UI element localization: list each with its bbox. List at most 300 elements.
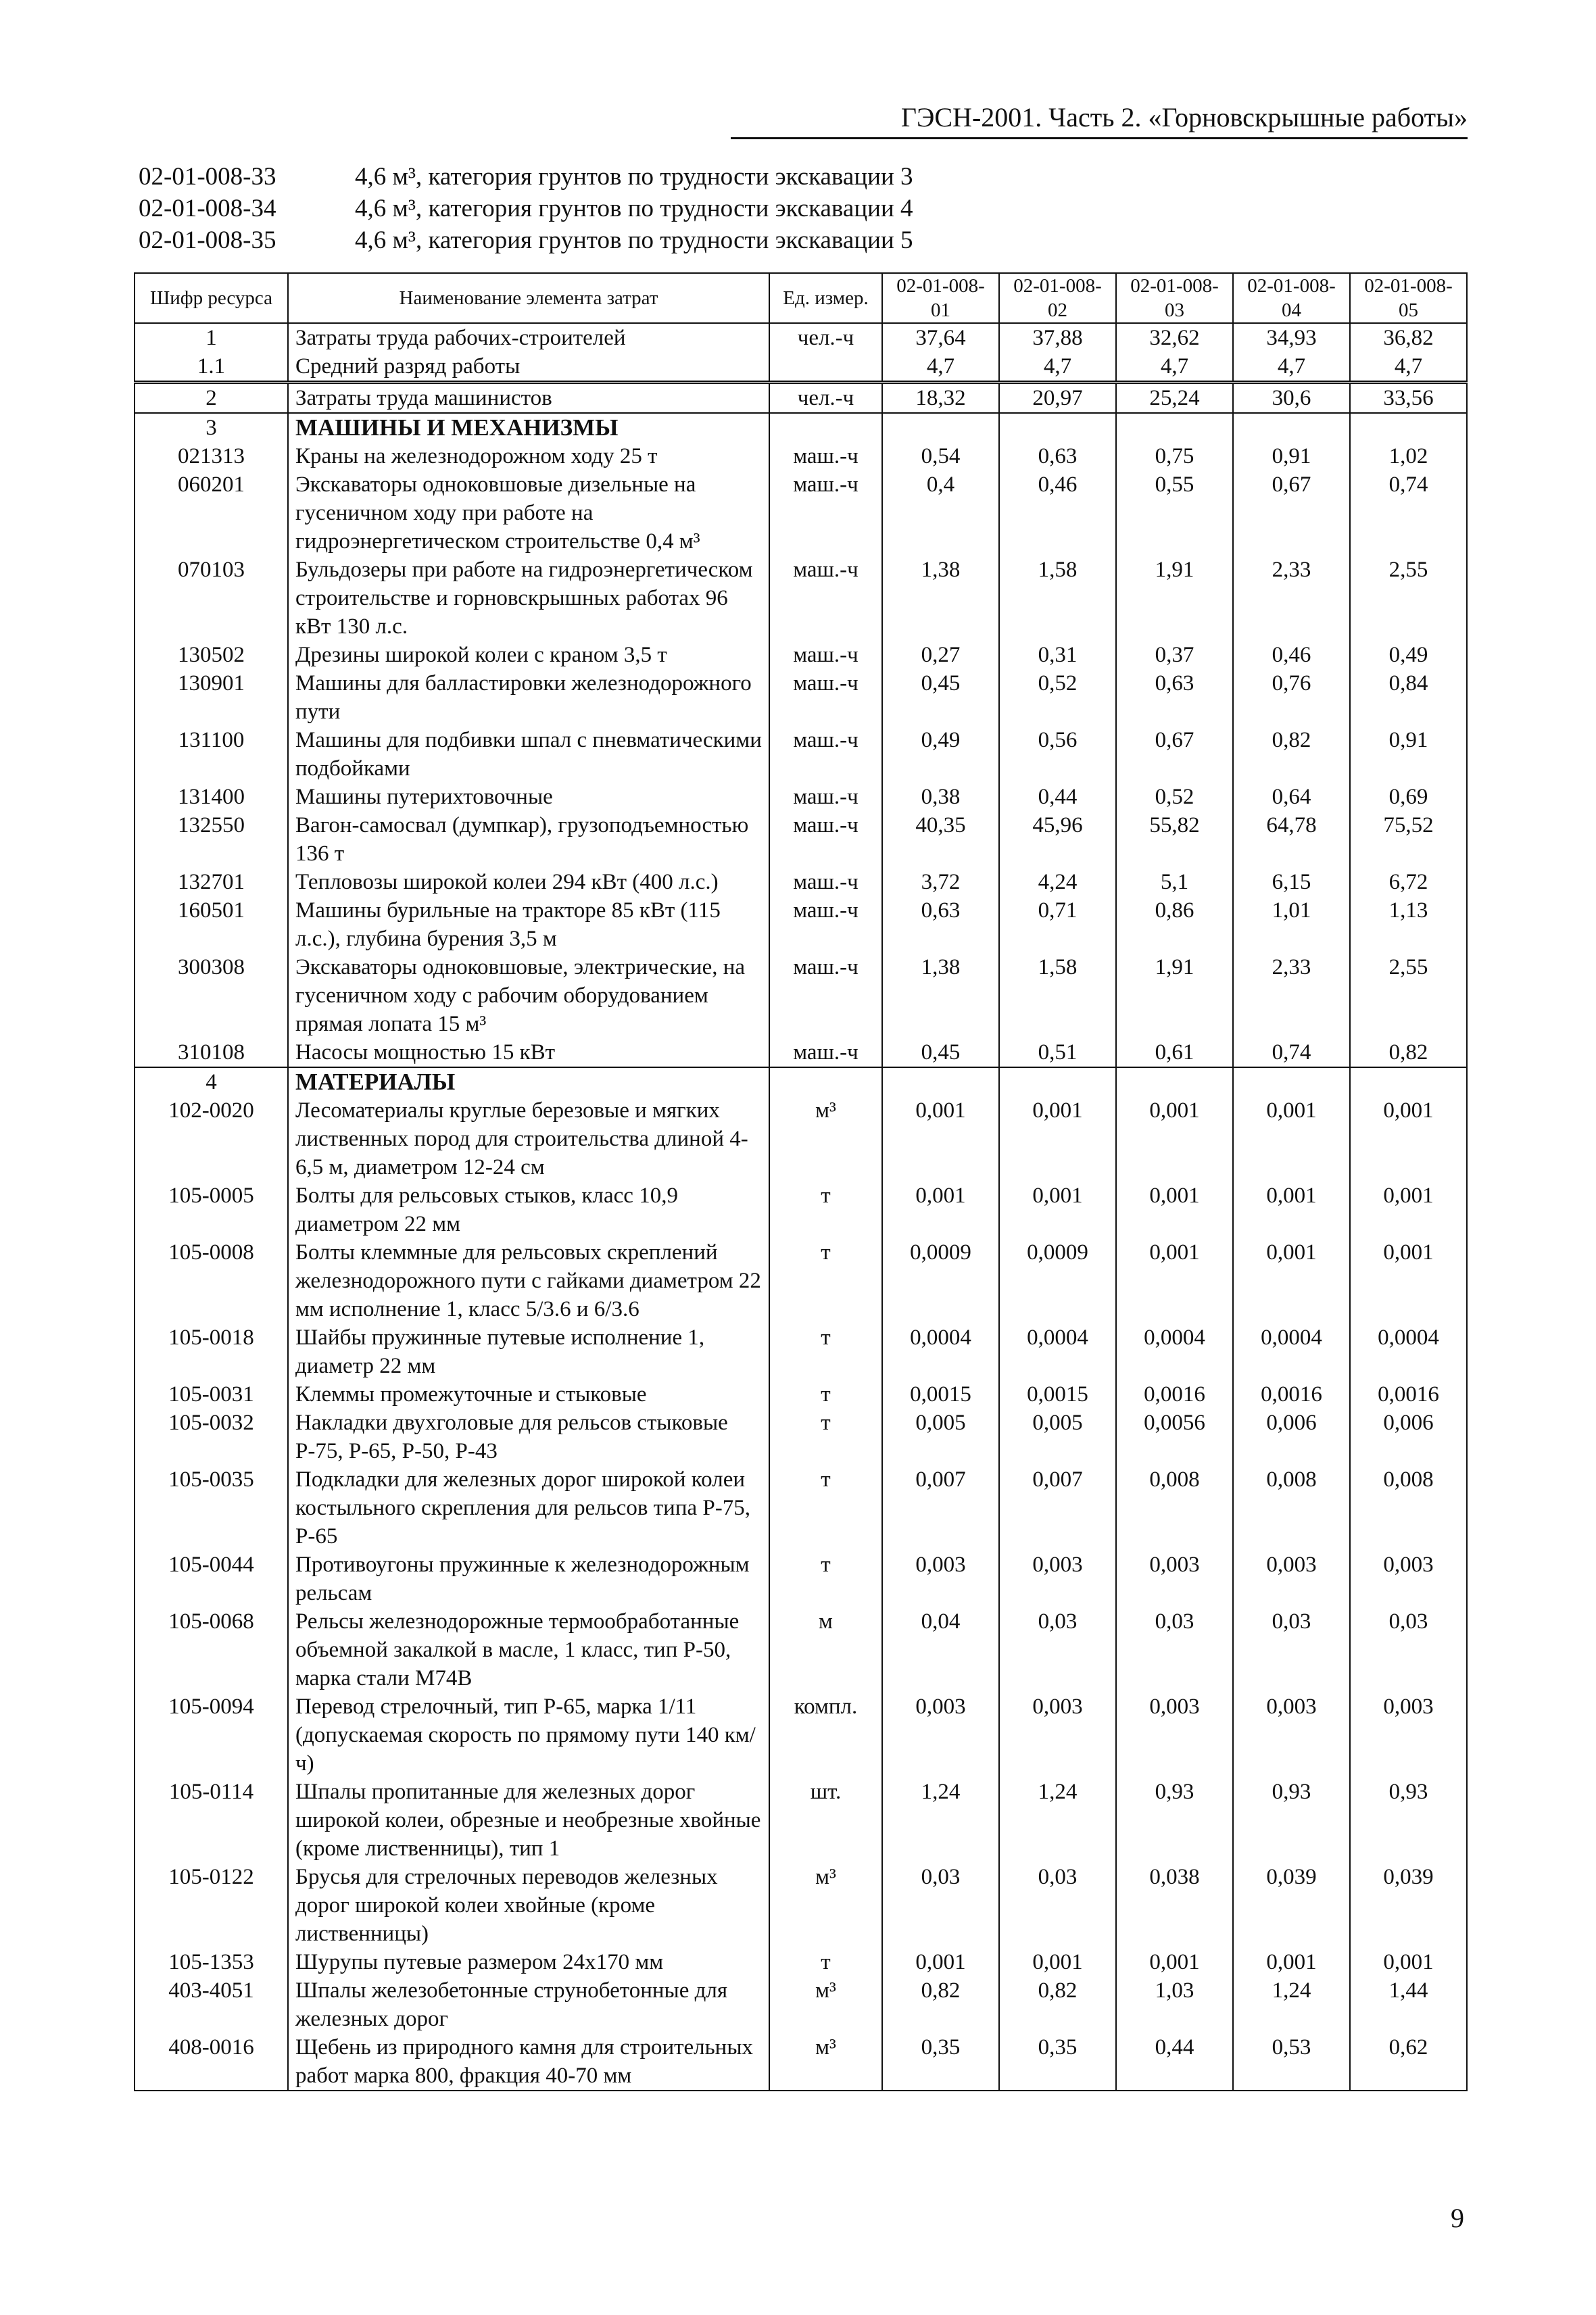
cost-element-name-cell: Средний разряд работы [288, 352, 769, 383]
unit-cell: маш.-ч [769, 868, 882, 896]
value-cell: 0,93 [1233, 1778, 1350, 1863]
value-cell: 0,003 [882, 1692, 999, 1778]
value-cell: 0,0004 [1350, 1323, 1467, 1380]
value-cell: 0,53 [1233, 2033, 1350, 2091]
value-cell: 0,52 [999, 669, 1116, 726]
value-cell: 1,44 [1350, 1976, 1467, 2033]
cost-element-name-cell: Щебень из природного камня для строительных работ марка 800, фракция 40-70 мм [288, 2033, 769, 2091]
value-cell: 0,003 [1350, 1692, 1467, 1778]
unit-cell: чел.-ч [769, 383, 882, 414]
value-cell: 6,72 [1350, 868, 1467, 896]
value-cell: 0,003 [882, 1551, 999, 1607]
unit-cell: маш.-ч [769, 442, 882, 470]
unit-cell: маш.-ч [769, 641, 882, 669]
value-cell: 20,97 [999, 383, 1116, 414]
value-cell: 40,35 [882, 811, 999, 868]
value-cell: 64,78 [1233, 811, 1350, 868]
value-cell: 0,46 [999, 470, 1116, 556]
value-cell: 0,0015 [999, 1380, 1116, 1409]
value-cell: 0,03 [999, 1607, 1116, 1692]
value-cell: 0,45 [882, 669, 999, 726]
value-cell: 0,001 [882, 1096, 999, 1181]
unit-cell: т [769, 1181, 882, 1238]
value-cell: 34,93 [1233, 323, 1350, 352]
value-cell: 1,02 [1350, 442, 1467, 470]
table-row [135, 383, 1467, 414]
value-cell: 0,03 [1233, 1607, 1350, 1692]
unit-cell: т [769, 1551, 882, 1607]
norm-code: 02-01-008-33 [139, 163, 276, 191]
table-row [135, 811, 1467, 868]
value-cell: 0,71 [999, 896, 1116, 953]
cost-element-name-cell: Болты клеммные для рельсовых скреплений железнодорожного пути с гайками диаметром 22 мм исполнение 1, класс 5/3.6 и 6/3.6 [288, 1238, 769, 1323]
value-cell: 0,86 [1116, 896, 1233, 953]
value-cell: 0,63 [882, 896, 999, 953]
resource-code-cell: 130502 [135, 641, 288, 669]
value-cell: 0,46 [1233, 641, 1350, 669]
value-cell: 0,005 [999, 1409, 1116, 1465]
resource-code-cell: 105-0032 [135, 1409, 288, 1465]
code-list-item [139, 161, 913, 193]
unit-cell: м³ [769, 1096, 882, 1181]
value-cell: 1,13 [1350, 896, 1467, 953]
section-heading-cell: МАТЕРИАЛЫ [288, 1067, 769, 1096]
value-cell: 0,84 [1350, 669, 1467, 726]
cost-element-name-cell: Клеммы промежуточные и стыковые [288, 1380, 769, 1409]
resource-code-cell: 105-0005 [135, 1181, 288, 1238]
table-row [135, 1323, 1467, 1380]
value-cell: 0,03 [999, 1863, 1116, 1948]
table-row [135, 1038, 1467, 1067]
table-row [135, 556, 1467, 641]
norm-code: 02-01-008-34 [139, 195, 276, 222]
value-cell: 0,001 [999, 1096, 1116, 1181]
value-cell: 1,01 [1233, 896, 1350, 953]
value-cell: 30,6 [1233, 383, 1350, 414]
resource-code-cell: 070103 [135, 556, 288, 641]
table-row [135, 1778, 1467, 1863]
cost-element-name-cell: Тепловозы широкой колеи 294 кВт (400 л.с.) [288, 868, 769, 896]
table-row [135, 352, 1467, 383]
value-cell: 0,35 [999, 2033, 1116, 2091]
value-cell: 0,51 [999, 1038, 1116, 1067]
unit-cell: маш.-ч [769, 896, 882, 953]
value-cell: 0,0004 [882, 1323, 999, 1380]
unit-cell [769, 352, 882, 383]
value-cell: 1,24 [1233, 1976, 1350, 2033]
column-header: 02-01-008-01 [882, 273, 999, 323]
value-cell: 1,58 [999, 556, 1116, 641]
value-cell: 1,03 [1116, 1976, 1233, 2033]
value-cell: 0,31 [999, 641, 1116, 669]
value-cell: 0,03 [1350, 1607, 1467, 1692]
value-cell: 0,44 [999, 783, 1116, 811]
unit-cell: т [769, 1948, 882, 1976]
resource-code-cell: 105-0044 [135, 1551, 288, 1607]
value-cell: 0,001 [1233, 1238, 1350, 1323]
unit-cell: м [769, 1607, 882, 1692]
value-cell [1116, 413, 1233, 442]
value-cell: 0,55 [1116, 470, 1233, 556]
unit-cell: т [769, 1465, 882, 1551]
table-row [135, 1692, 1467, 1778]
value-cell: 0,001 [882, 1181, 999, 1238]
value-cell: 0,35 [882, 2033, 999, 2091]
value-cell: 0,001 [999, 1948, 1116, 1976]
value-cell: 0,001 [1116, 1238, 1233, 1323]
unit-cell: маш.-ч [769, 556, 882, 641]
value-cell: 0,001 [1233, 1096, 1350, 1181]
value-cell: 0,003 [999, 1692, 1116, 1778]
value-cell: 0,44 [1116, 2033, 1233, 2091]
unit-cell: маш.-ч [769, 811, 882, 868]
value-cell: 45,96 [999, 811, 1116, 868]
value-cell: 18,32 [882, 383, 999, 414]
unit-cell: м³ [769, 1976, 882, 2033]
value-cell: 0,61 [1116, 1038, 1233, 1067]
value-cell: 37,88 [999, 323, 1116, 352]
table-row [135, 1948, 1467, 1976]
table-row [135, 669, 1467, 726]
cost-element-name-cell: Краны на железнодорожном ходу 25 т [288, 442, 769, 470]
column-header: Шифр ресурса [135, 273, 288, 323]
unit-cell: шт. [769, 1778, 882, 1863]
value-cell: 2,33 [1233, 556, 1350, 641]
value-cell: 0,75 [1116, 442, 1233, 470]
value-cell: 33,56 [1350, 383, 1467, 414]
value-cell: 0,003 [1350, 1551, 1467, 1607]
value-cell: 0,006 [1350, 1409, 1467, 1465]
table-row [135, 1409, 1467, 1465]
resource-code-cell: 105-0122 [135, 1863, 288, 1948]
column-header: 02-01-008-04 [1233, 273, 1350, 323]
table-row [135, 1976, 1467, 2033]
value-cell [1233, 1067, 1350, 1096]
value-cell: 0,38 [882, 783, 999, 811]
cost-element-name-cell: Подкладки для железных дорог широкой колеи костыльного скрепления для рельсов типа Р-75, Р-65 [288, 1465, 769, 1551]
value-cell [1116, 1067, 1233, 1096]
value-cell: 0,001 [1233, 1181, 1350, 1238]
norm-description: 4,6 м³, категория грунтов по трудности экскавации 5 [355, 226, 913, 254]
value-cell: 0,001 [1350, 1948, 1467, 1976]
value-cell: 2,55 [1350, 953, 1467, 1038]
value-cell: 0,001 [1350, 1096, 1467, 1181]
value-cell: 0,003 [999, 1551, 1116, 1607]
value-cell: 0,0016 [1116, 1380, 1233, 1409]
table-row [135, 470, 1467, 556]
value-cell: 0,0016 [1233, 1380, 1350, 1409]
value-cell: 0,0056 [1116, 1409, 1233, 1465]
cost-element-name-cell: Шурупы путевые размером 24х170 мм [288, 1948, 769, 1976]
value-cell: 0,4 [882, 470, 999, 556]
resource-code-cell: 102-0020 [135, 1096, 288, 1181]
table-row [135, 1465, 1467, 1551]
value-cell: 2,33 [1233, 953, 1350, 1038]
table-row [135, 868, 1467, 896]
value-cell: 0,74 [1233, 1038, 1350, 1067]
table-row [135, 323, 1467, 352]
resource-code-cell: 160501 [135, 896, 288, 953]
cost-element-name-cell: Затраты труда рабочих-строителей [288, 323, 769, 352]
column-header: 02-01-008-03 [1116, 273, 1233, 323]
value-cell: 0,0015 [882, 1380, 999, 1409]
table-row [135, 1181, 1467, 1238]
resource-code-cell: 130901 [135, 669, 288, 726]
cost-element-name-cell: Экскаваторы одноковшовые дизельные на гусеничном ходу при работе на гидроэнергетическом строительстве 0,4 м³ [288, 470, 769, 556]
resource-code-cell: 021313 [135, 442, 288, 470]
value-cell: 0,67 [1116, 726, 1233, 783]
section-heading-cell: МАШИНЫ И МЕХАНИЗМЫ [288, 413, 769, 442]
table-row [135, 442, 1467, 470]
value-cell: 0,62 [1350, 2033, 1467, 2091]
resource-code-cell: 105-0031 [135, 1380, 288, 1409]
resource-code-cell: 105-0018 [135, 1323, 288, 1380]
unit-cell: компл. [769, 1692, 882, 1778]
value-cell [882, 413, 999, 442]
page-header: ГЭСН-2001. Часть 2. «Горновскрышные работы» [731, 101, 1468, 139]
value-cell: 25,24 [1116, 383, 1233, 414]
value-cell: 0,82 [1350, 1038, 1467, 1067]
cost-element-name-cell: Шпалы железобетонные струнобетонные для железных дорог [288, 1976, 769, 2033]
value-cell: 0,001 [1116, 1181, 1233, 1238]
value-cell: 1,24 [882, 1778, 999, 1863]
unit-cell: чел.-ч [769, 323, 882, 352]
cost-element-name-cell: Машины для подбивки шпал с пневматическими подбойками [288, 726, 769, 783]
table-row [135, 1863, 1467, 1948]
cost-element-name-cell: Машины бурильные на тракторе 85 кВт (115 л.с.), глубина бурения 3,5 м [288, 896, 769, 953]
cost-element-name-cell: Дрезины широкой колеи с краном 3,5 т [288, 641, 769, 669]
value-cell: 1,38 [882, 556, 999, 641]
value-cell: 0,67 [1233, 470, 1350, 556]
value-cell: 1,91 [1116, 556, 1233, 641]
resource-code-cell: 3 [135, 413, 288, 442]
value-cell: 0,006 [1233, 1409, 1350, 1465]
value-cell: 0,008 [1116, 1465, 1233, 1551]
resource-code-cell: 403-4051 [135, 1976, 288, 2033]
value-cell: 75,52 [1350, 811, 1467, 868]
value-cell: 0,64 [1233, 783, 1350, 811]
norm-code: 02-01-008-35 [139, 226, 276, 254]
value-cell [1350, 413, 1467, 442]
resource-code-cell: 4 [135, 1067, 288, 1096]
value-cell: 0,82 [999, 1976, 1116, 2033]
value-cell: 0,03 [882, 1863, 999, 1948]
value-cell: 0,63 [999, 442, 1116, 470]
value-cell [999, 413, 1116, 442]
value-cell [999, 1067, 1116, 1096]
resource-code-cell: 2 [135, 383, 288, 414]
unit-cell: маш.-ч [769, 669, 882, 726]
resource-code-cell: 105-1353 [135, 1948, 288, 1976]
unit-cell: т [769, 1323, 882, 1380]
value-cell: 0,63 [1116, 669, 1233, 726]
value-cell: 0,0016 [1350, 1380, 1467, 1409]
table-row [135, 1067, 1467, 1096]
table-row [135, 641, 1467, 669]
value-cell: 0,37 [1116, 641, 1233, 669]
value-cell: 0,49 [882, 726, 999, 783]
value-cell: 0,003 [1116, 1692, 1233, 1778]
table-row [135, 1238, 1467, 1323]
cost-element-name-cell: Болты для рельсовых стыков, класс 10,9 диаметром 22 мм [288, 1181, 769, 1238]
value-cell: 0,56 [999, 726, 1116, 783]
value-cell: 4,24 [999, 868, 1116, 896]
resource-code-cell: 132550 [135, 811, 288, 868]
cost-element-name-cell: Накладки двухголовые для рельсов стыковые Р-75, Р-65, Р-50, Р-43 [288, 1409, 769, 1465]
page-number: 9 [1451, 2203, 1464, 2233]
resource-code-cell: 408-0016 [135, 2033, 288, 2091]
cost-element-name-cell: Машины для балластировки железнодорожного пути [288, 669, 769, 726]
value-cell [882, 1067, 999, 1096]
unit-cell: маш.-ч [769, 726, 882, 783]
value-cell: 0,001 [1116, 1096, 1233, 1181]
unit-cell: маш.-ч [769, 1038, 882, 1067]
resource-code-cell: 131100 [135, 726, 288, 783]
code-list-item [139, 193, 913, 224]
cost-element-name-cell: Противоугоны пружинные к железнодорожным рельсам [288, 1551, 769, 1607]
value-cell: 0,003 [1233, 1551, 1350, 1607]
value-cell: 0,039 [1350, 1863, 1467, 1948]
norm-description: 4,6 м³, категория грунтов по трудности экскавации 4 [355, 195, 913, 222]
value-cell: 0,007 [882, 1465, 999, 1551]
unit-cell [769, 413, 882, 442]
resource-code-cell: 105-0114 [135, 1778, 288, 1863]
resource-code-cell: 1 [135, 323, 288, 352]
resource-table [134, 272, 1468, 2091]
table-row [135, 1607, 1467, 1692]
value-cell: 0,038 [1116, 1863, 1233, 1948]
value-cell: 0,54 [882, 442, 999, 470]
table-row [135, 726, 1467, 783]
value-cell: 36,82 [1350, 323, 1467, 352]
unit-cell: м³ [769, 1863, 882, 1948]
value-cell: 0,93 [1116, 1778, 1233, 1863]
resource-code-cell: 1.1 [135, 352, 288, 383]
table-row [135, 783, 1467, 811]
value-cell: 0,45 [882, 1038, 999, 1067]
value-cell: 0,001 [999, 1181, 1116, 1238]
table-row [135, 413, 1467, 442]
value-cell: 0,27 [882, 641, 999, 669]
cost-element-name-cell: Вагон-самосвал (думпкар), грузоподъемностью 136 т [288, 811, 769, 868]
value-cell: 0,003 [1116, 1551, 1233, 1607]
cost-element-name-cell: Перевод стрелочный, тип Р-65, марка 1/11 (допускаемая скорость по прямому пути 140 км/ч) [288, 1692, 769, 1778]
value-cell: 1,38 [882, 953, 999, 1038]
cost-element-name-cell: Шайбы пружинные путевые исполнение 1, диаметр 22 мм [288, 1323, 769, 1380]
value-cell: 0,76 [1233, 669, 1350, 726]
value-cell: 4,7 [882, 352, 999, 383]
value-cell: 0,91 [1233, 442, 1350, 470]
unit-cell: маш.-ч [769, 470, 882, 556]
resource-code-cell: 310108 [135, 1038, 288, 1067]
resource-code-cell: 105-0035 [135, 1465, 288, 1551]
column-header: Наименование элемента затрат [288, 273, 769, 323]
table-row [135, 1096, 1467, 1181]
value-cell: 4,7 [1233, 352, 1350, 383]
value-cell: 1,24 [999, 1778, 1116, 1863]
resource-code-cell: 105-0068 [135, 1607, 288, 1692]
value-cell: 0,82 [1233, 726, 1350, 783]
value-cell: 5,1 [1116, 868, 1233, 896]
value-cell: 0,69 [1350, 783, 1467, 811]
resource-code-cell: 105-0094 [135, 1692, 288, 1778]
value-cell: 1,58 [999, 953, 1116, 1038]
cost-element-name-cell: Бульдозеры при работе на гидроэнергетическом строительстве и горновскрышных работах 96 кВт 130 л.с. [288, 556, 769, 641]
value-cell: 6,15 [1233, 868, 1350, 896]
unit-cell: маш.-ч [769, 953, 882, 1038]
value-cell: 0,007 [999, 1465, 1116, 1551]
resource-code-cell: 131400 [135, 783, 288, 811]
value-cell: 32,62 [1116, 323, 1233, 352]
value-cell: 0,001 [1350, 1181, 1467, 1238]
norm-description: 4,6 м³, категория грунтов по трудности экскавации 3 [355, 163, 913, 191]
unit-cell [769, 1067, 882, 1096]
cost-element-name-cell: Лесоматериалы круглые березовые и мягких лиственных пород для строительства длиной 4-6,5 м, диаметром 12-24 см [288, 1096, 769, 1181]
value-cell: 0,82 [882, 1976, 999, 2033]
cost-element-name-cell: Шпалы пропитанные для железных дорог широкой колеи, обрезные и необрезные хвойные (кроме лиственницы), тип 1 [288, 1778, 769, 1863]
table-row [135, 1380, 1467, 1409]
code-list [139, 161, 913, 256]
resource-code-cell: 132701 [135, 868, 288, 896]
value-cell: 0,008 [1233, 1465, 1350, 1551]
resource-code-cell: 060201 [135, 470, 288, 556]
value-cell: 0,0009 [882, 1238, 999, 1323]
cost-element-name-cell: Брусья для стрелочных переводов железных дорог широкой колеи хвойные (кроме лиственницы) [288, 1863, 769, 1948]
unit-cell: м³ [769, 2033, 882, 2091]
cost-element-name-cell: Затраты труда машинистов [288, 383, 769, 414]
column-header: 02-01-008-02 [999, 273, 1116, 323]
value-cell: 0,93 [1350, 1778, 1467, 1863]
column-header: 02-01-008-05 [1350, 273, 1467, 323]
value-cell: 0,0004 [999, 1323, 1116, 1380]
value-cell: 0,001 [1233, 1948, 1350, 1976]
value-cell: 4,7 [999, 352, 1116, 383]
value-cell: 0,001 [1350, 1238, 1467, 1323]
resource-code-cell: 300308 [135, 953, 288, 1038]
value-cell: 55,82 [1116, 811, 1233, 868]
cost-element-name-cell: Насосы мощностью 15 кВт [288, 1038, 769, 1067]
value-cell: 0,52 [1116, 783, 1233, 811]
cost-element-name-cell: Экскаваторы одноковшовые, электрические, на гусеничном ходу с рабочим оборудованием прямая лопата 15 м³ [288, 953, 769, 1038]
unit-cell: т [769, 1409, 882, 1465]
table-row [135, 2033, 1467, 2091]
column-header: Ед. измер. [769, 273, 882, 323]
value-cell: 0,91 [1350, 726, 1467, 783]
value-cell: 4,7 [1350, 352, 1467, 383]
value-cell [1233, 413, 1350, 442]
value-cell: 4,7 [1116, 352, 1233, 383]
cost-element-name-cell: Рельсы железнодорожные термообработанные объемной закалкой в масле, 1 класс, тип Р-50, марка стали М74В [288, 1607, 769, 1692]
table-row [135, 896, 1467, 953]
value-cell: 1,91 [1116, 953, 1233, 1038]
value-cell: 37,64 [882, 323, 999, 352]
value-cell: 0,039 [1233, 1863, 1350, 1948]
table-row [135, 953, 1467, 1038]
code-list-item [139, 224, 913, 256]
value-cell: 0,005 [882, 1409, 999, 1465]
table-row [135, 1551, 1467, 1607]
value-cell: 0,74 [1350, 470, 1467, 556]
unit-cell: маш.-ч [769, 783, 882, 811]
value-cell [1350, 1067, 1467, 1096]
cost-element-name-cell: Машины путерихтовочные [288, 783, 769, 811]
value-cell: 0,003 [1233, 1692, 1350, 1778]
value-cell: 0,001 [1116, 1948, 1233, 1976]
value-cell: 0,04 [882, 1607, 999, 1692]
value-cell: 0,008 [1350, 1465, 1467, 1551]
value-cell: 0,49 [1350, 641, 1467, 669]
value-cell: 0,0009 [999, 1238, 1116, 1323]
